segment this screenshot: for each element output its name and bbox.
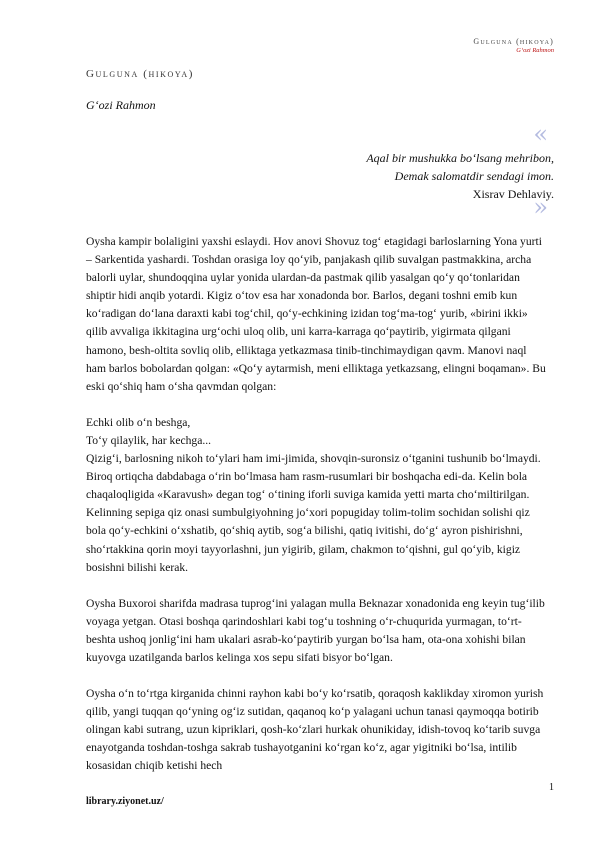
running-header-title: Gulguna (hikoya) bbox=[473, 37, 554, 46]
story-body bbox=[86, 233, 548, 776]
footer-link[interactable]: library.ziyonet.uz/ bbox=[86, 796, 164, 807]
paragraph-4: Oysha o‘n to‘rtga kirganida chinni rayhon kabi bo‘y ko‘rsatib, qoraqosh kaklikday xiromon yurish qilib, yangi tuqqan qo‘yning og‘iz sutidan, qaqanoq ko‘p yalagani uchun tanasi qaymoqqa botirib olingan kabi sutrang, uzun kipriklari, qosh-ko‘zlari hurkak ohunikiday, idish-tovoq ko‘tarib suvga enayotganda toshdan-toshga sakrab tushayotganini ko‘rgan ko‘z, agar yigitniki bo‘lsa, intilib kosasidan chiqib ketishi hech bbox=[86, 687, 544, 773]
paragraph-3: Oysha Buxoroi sharifda madrasa tuprog‘ini yalagan mulla Beknazar xonadonida eng keyin tug‘ilib voyaga yetgan. Otasi boshqa qarindoshlari kabi tog‘u toshning o‘r-chuqurida yurmagan, to‘rt-beshta ushoq jonlig‘ini ham ukalari asrab-ko‘paytirib yurgan bo‘lsa ham, ota-ona xohishi bilan kuyovga uzatilganda barlos kelinga xos sepu sifati bisyor bo‘lgan. bbox=[86, 596, 545, 664]
story-title: Gulguna (hikoya) bbox=[86, 68, 195, 80]
story-author: G‘ozi Rahmon bbox=[86, 98, 156, 112]
epigraph bbox=[366, 149, 554, 203]
running-header-author: G‘ozi Rahmon bbox=[516, 47, 554, 54]
page-number: 1 bbox=[549, 782, 554, 793]
paragraph-1: Oysha kampir bolaligini yaxshi eslaydi. Hov anovi Shovuz tog‘ etagidagi barloslarning Yona yurti – Sarkentida yashardi. Toshdan orasiga loy qo‘yib, panjakash qilib suvalgan pastmakkina, archa balorli uylar, shundoqqina uylar yonida ulardan-da pastmak qilib yasalgan qo‘y qo‘tonlaridan shiptir hidi anqib yotardi. Kigiz o‘tov esa har xonadonda bor. Barlos, degani toshni emib kun ko‘radigan do‘lana daraxti kabi tog‘chil, qo‘y-echkining izidan tog‘ma-tog‘ yurib, «birini ikki» qilib avvaliga ikkitagina urg‘ochi uloq olib, uni karra-karraga qo‘paytirib, yigirmata qilgani hamono, besh-oltita sovliq olib, elliktaga yetkazmasa tinib-tinchimaydigan qavm. Manovi naql ham barlos bobolardan qolgan: «Qo‘y aytarmish, meni elliktaga yetkazsang, elingni boqaman». Bu eski qo‘shiq ham o‘sha qavmdan qolgan: bbox=[86, 235, 546, 393]
epigraph-line-2: Demak salomatdir sendagi imon. bbox=[394, 169, 554, 183]
close-quote-icon: » bbox=[533, 193, 548, 221]
paragraph-2: Echki olib o‘n beshga, To‘y qilaylik, har kechga... Qizig‘i, barlosning nikoh to‘ylari ham imi-jimida, shovqin-suronsiz o‘tganini tushunib bo‘lmaydi. Biroq ortiqcha dabdabaga o‘rin bo‘lmasa ham rasm-rusumlari bir boshqacha edi-da. Kelin bola chaqaloqligida «Karavush» degan tog‘ o‘tining iforli suviga kamida yetti marta cho‘miltirilgan. Kelinning sepiga qiz onasi sumbulgiyohning jo‘xori popugiday tolim-tolim sochidan solishi qiz bola qo‘y-echkini o‘xshatib, qo‘shiq aytib, sog‘a bilishi, qatiq ivitishi, do‘g‘ ayron pishirishni, sho‘rtakkina qorin moyi tayyorlashni, jun yigirib, gilam, chakmon to‘qishni, gul qo‘yib, kigiz bosishni bilishi kerak. bbox=[86, 415, 541, 574]
epigraph-attribution: Xisrav Dehlaviy. bbox=[472, 187, 554, 201]
epigraph-line-1: Aqal bir mushukka bo‘lsang mehribon, bbox=[366, 151, 554, 165]
open-quote-icon: « bbox=[533, 120, 548, 148]
running-header bbox=[473, 37, 554, 54]
